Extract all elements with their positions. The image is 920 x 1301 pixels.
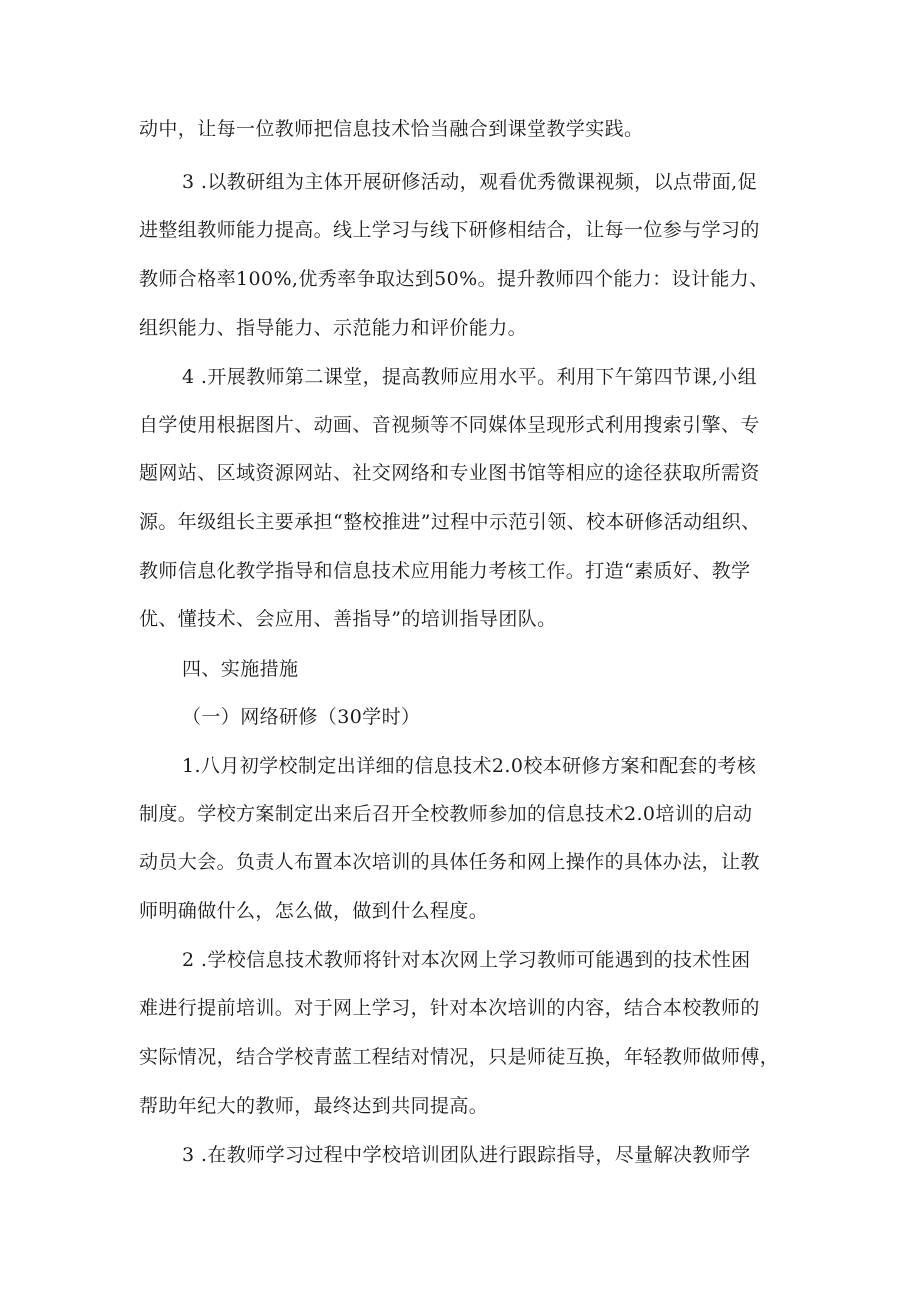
subsection-heading: （一）网络研修（30学时） — [182, 706, 421, 728]
text-line: 进整组教师能力提高。线上学习与线下研修相结合，让每一位参与学习的 — [139, 219, 760, 241]
text-line: 源。年级组长主要承担“整校推进”过程中示范引领、校本研修活动组织、 — [139, 511, 761, 533]
text-line: 4 .开展教师第二课堂，提高教师应用水平。利用下午第四节课,小组 — [182, 366, 758, 388]
text-line: 3 .在教师学习过程中学校培训团队进行跟踪指导，尽量解决教师学 — [182, 1144, 751, 1166]
text-line: 实际情况，结合学校青蓝工程结对情况，只是师徒互换，年轻教师做师傅， — [139, 1046, 780, 1068]
text-line: 1.八月初学校制定出详细的信息技术2.0校本研修方案和配套的考核 — [182, 755, 757, 777]
text-line: 教师信息化教学指导和信息技术应用能力考核工作。打造“素质好、教学 — [139, 560, 751, 582]
text-line: 教师合格率100%,优秀率争取达到50%。提升教师四个能力：设计能力、 — [139, 268, 769, 290]
text-line: 3 .以教研组为主体开展研修活动，观看优秀微课视频，以点带面,促 — [182, 171, 758, 193]
text-line: 制度。学校方案制定出来后召开全校教师参加的信息技术2.0培训的启动 — [139, 803, 753, 825]
section-heading: 四、实施措施 — [182, 658, 299, 680]
text-line: 组织能力、指导能力、示范能力和评价能力。 — [139, 317, 528, 339]
text-line: 师明确做什么，怎么做，做到什么程度。 — [139, 900, 489, 922]
text-line: 动员大会。负责人布置本次培训的具体任务和网上操作的具体办法，让教 — [139, 851, 760, 873]
text-line: 自学使用根据图片、动画、音视频等不同媒体呈现形式利用搜索引擎、专 — [139, 414, 760, 436]
text-line: 题网站、区域资源网站、社交网络和专业图书馆等相应的途径获取所需资 — [139, 462, 760, 484]
text-line: 帮助年纪大的教师，最终达到共同提高。 — [139, 1095, 489, 1117]
text-line: 难进行提前培训。对于网上学习，针对本次培训的内容，结合本校教师的 — [139, 997, 760, 1019]
text-line: 2 .学校信息技术教师将针对本次网上学习教师可能遇到的技术性困 — [182, 949, 751, 971]
text-line: 动中，让每一位教师把信息技术恰当融合到课堂教学实践。 — [139, 118, 644, 140]
text-line: 优、懂技术、会应用、善指导”的培训指导团队。 — [139, 608, 557, 630]
